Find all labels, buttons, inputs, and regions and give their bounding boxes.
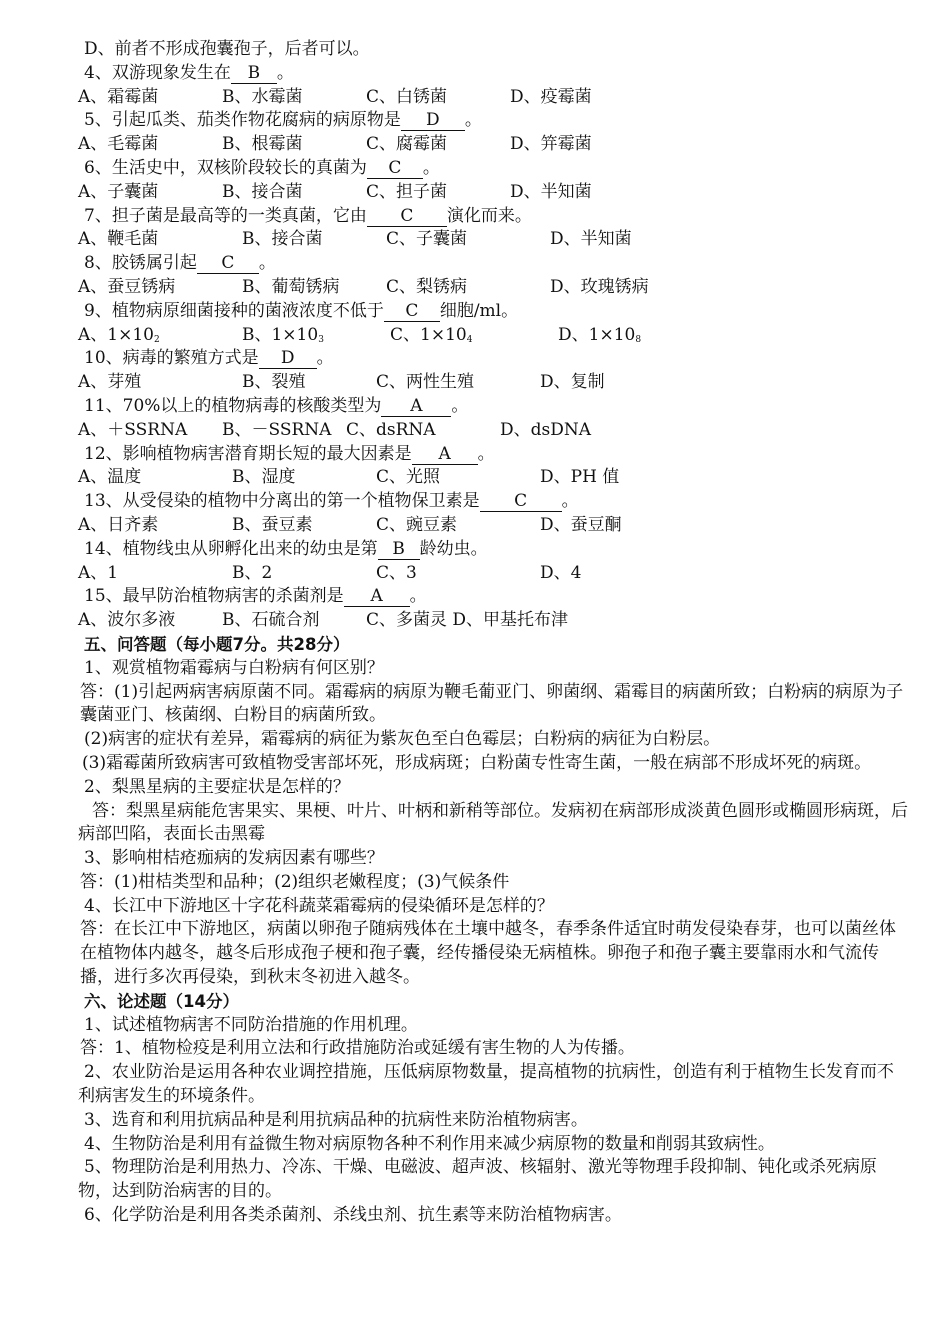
section-5-answer-4: 答：在长江中下游地区，病菌以卵孢子随病残体在土壤中越冬，春季条件适宜时萌发侵染春芽，也可以菌丝体在植物体内越冬，越冬后形成孢子梗和孢子囊，经传播侵染无病植株。卵孢子和孢子囊主要靠雨水和气流传播，进行多次再侵染，到秋末冬初进入越冬。 — [80, 919, 896, 988]
option-a — [78, 466, 232, 490]
option-exponent: 8 — [635, 334, 642, 345]
option-text: D、笄霉菌 — [510, 134, 592, 155]
section-5-answer-3: 答：(1)柑桔类型和品种；(2)组织老嫩程度；(3)气候条件 — [80, 871, 510, 892]
option-a — [78, 133, 222, 157]
section-5-answer-1-part-1: 答：(1)引起两病害病原菌不同。霜霉病的病原为鞭毛葡亚门、卵菌纲、霜霉目的病菌所致；白粉病的病原为子囊菌亚门、核菌纲、白粉目的病菌所致。 — [80, 681, 904, 726]
question-suffix: 细胞/ml。 — [439, 300, 519, 321]
section-6-answer-2: 2、农业防治是运用各种农业调控措施，压低病原物数量，提高植物的抗病性，创造有利于植物生长发育而不利病害发生的环境条件。 — [78, 1062, 894, 1107]
question-text: 13、从受侵染的植物中分离出的第一个植物保卫素是 — [84, 491, 480, 512]
answer-blank: C — [367, 159, 423, 179]
section-6-heading: 六、论述题（14分） — [84, 991, 239, 1011]
option-d — [550, 228, 694, 252]
option-b — [222, 133, 366, 157]
question-text: 14、植物线虫从卵孵化出来的幼虫是第 — [84, 538, 378, 559]
option-text: C、子囊菌 — [386, 229, 468, 250]
option-c — [366, 181, 510, 205]
option-text: C、dsRNA — [346, 419, 436, 440]
answer-blank: D — [401, 111, 465, 131]
option-text: A、日齐素 — [78, 514, 159, 535]
option-a — [78, 419, 222, 443]
option-a — [78, 276, 242, 300]
option-a — [78, 228, 242, 252]
option-text: B、裂殖 — [242, 372, 306, 393]
section-5-question-2: 2、梨黑星病的主要症状是怎样的？ — [84, 776, 350, 797]
option-c — [376, 562, 540, 586]
mcq-question-9 — [78, 300, 908, 324]
question-text: 15、最早防治植物病害的杀菌剂是 — [84, 586, 344, 607]
mcq-options-14 — [78, 562, 908, 586]
question-suffix: 。 — [316, 348, 334, 369]
document-content — [78, 38, 908, 1228]
question-suffix: 。 — [422, 157, 440, 178]
section-5-answer-1-part-2: (2)病害的症状有差异，霜霉病的病征为紫灰色至白色霉层；白粉病的病征为白粉层。 — [84, 729, 721, 750]
option-d — [510, 181, 654, 205]
option-text: D、4 — [540, 562, 582, 583]
mcq-options-13 — [78, 514, 908, 538]
answer-blank: D — [259, 349, 317, 369]
question-suffix: 龄幼虫。 — [419, 538, 488, 559]
option-b — [242, 371, 376, 395]
option-text: B、－SSRNA — [222, 419, 332, 440]
section-5-question-3: 3、影响柑桔疮痂病的发病因素有哪些？ — [84, 848, 384, 869]
question-text: 9、植物病原细菌接种的菌液浓度不低于 — [84, 300, 384, 321]
option-c — [366, 86, 510, 110]
option-b — [242, 228, 386, 252]
answer-blank: A — [412, 445, 478, 465]
section-5-heading: 五、问答题（每小题7分。共28分） — [84, 634, 350, 654]
option-d — [540, 562, 684, 586]
option-text: B、葡萄锈病 — [242, 276, 340, 297]
question-suffix: 。 — [464, 110, 482, 131]
question-text: 5、引起瓜类、茄类作物花腐病的病原物是 — [84, 110, 401, 131]
option-a — [78, 514, 232, 538]
option-a — [78, 562, 232, 586]
mcq-options-5 — [78, 133, 908, 157]
option-text: D、蚕豆酮 — [540, 514, 622, 535]
answer-blank: C — [480, 492, 562, 512]
option-text: A、蚕豆锈病 — [78, 276, 176, 297]
answer-blank: A — [344, 587, 410, 607]
option-d — [540, 514, 684, 538]
mcq-options-11 — [78, 419, 908, 443]
section-5-answer-1-part-3: (3)霜霉菌所致病害可致植物受害部坏死，形成病斑；白粉菌专性寄生菌，一般在病部不形成坏死的病斑。 — [82, 752, 872, 773]
option-b — [222, 86, 366, 110]
option-c — [366, 609, 666, 633]
section-5-question-4: 4、长江中下游地区十字花科蔬菜霜霉病的侵染循环是怎样的？ — [84, 895, 554, 916]
option-text: A、子囊菌 — [78, 181, 159, 202]
option-text: B、根霉菌 — [222, 134, 303, 155]
option-text: B、石硫合剂 — [222, 610, 320, 631]
question-suffix: 演化而来。 — [446, 205, 532, 226]
option-d — [500, 419, 644, 443]
option-b — [222, 419, 346, 443]
mcq-options-12 — [78, 466, 908, 490]
section-6-question-1: 1、试述植物病害不同防治措施的作用机理。 — [84, 1014, 418, 1035]
mcq-options-4 — [78, 86, 908, 110]
question-text: 8、胶锈属引起 — [84, 253, 197, 274]
option-b — [222, 181, 366, 205]
option-text: D、疫霉菌 — [510, 86, 592, 107]
option-a — [78, 609, 222, 633]
option-text: C、光照 — [376, 467, 441, 488]
option-c — [346, 419, 500, 443]
option-text: C、两性生殖 — [376, 372, 475, 393]
option-c — [366, 133, 510, 157]
option-text: B、蚕豆素 — [232, 514, 313, 535]
mcq-question-12 — [78, 443, 908, 467]
option-c — [376, 371, 540, 395]
option-text: D、半知菌 — [550, 229, 632, 250]
option-b — [242, 276, 386, 300]
option-text: D、半知菌 — [510, 181, 592, 202]
option-d — [558, 324, 702, 348]
option-text: D、1×10 — [558, 324, 636, 345]
question-3-option-d: D、前者不形成孢囊孢子，后者可以。 — [84, 39, 370, 59]
mcq-question-11 — [78, 395, 908, 419]
question-text: 12、影响植物病害潜育期长短的最大因素是 — [84, 443, 412, 464]
option-text: C、1×10 — [390, 324, 467, 345]
question-suffix: 。 — [561, 491, 579, 512]
option-text: A、波尔多液 — [78, 610, 176, 631]
option-text: A、1×10 — [78, 324, 154, 345]
mcq-options-10 — [78, 371, 908, 395]
section-5-answer-2: 答：梨黑星病能危害果实、果梗、叶片、叶柄和新稍等部位。发病初在病部形成淡黄色圆形或椭圆形病斑，后病部凹陷，表面长击黑霉 — [78, 800, 908, 845]
option-text: C、担子菌 — [366, 181, 448, 202]
mcq-options-7 — [78, 228, 908, 252]
mcq-question-8 — [78, 252, 908, 276]
mcq-options-15 — [78, 609, 908, 633]
option-text: D、PH 值 — [540, 467, 620, 488]
mcq-question-7 — [78, 205, 908, 229]
option-a — [78, 371, 242, 395]
option-text: B、接合菌 — [222, 181, 303, 202]
question-text: 4、双游现象发生在 — [84, 62, 231, 83]
option-text: A、＋SSRNA — [78, 419, 188, 440]
option-text: C、白锈菌 — [366, 86, 448, 107]
option-c — [376, 466, 540, 490]
option-text: D、玫瑰锈病 — [550, 276, 649, 297]
option-text: B、水霉菌 — [222, 86, 303, 107]
option-text: A、霜霉菌 — [78, 86, 159, 107]
option-text: A、芽殖 — [78, 372, 142, 393]
option-a — [78, 181, 222, 205]
option-exponent: 2 — [153, 334, 160, 345]
question-suffix: 。 — [258, 253, 276, 274]
option-text: C、多菌灵 D、甲基托布津 — [366, 610, 569, 631]
question-text: 7、担子菌是最高等的一类真菌，它由 — [84, 205, 367, 226]
mcq-options-9 — [78, 324, 908, 348]
section-5-question-1: 1、观赏植物霜霉病与白粉病有何区别？ — [84, 657, 384, 678]
option-text: C、梨锈病 — [386, 276, 468, 297]
option-d — [540, 371, 684, 395]
option-c — [390, 324, 558, 348]
option-c — [386, 228, 550, 252]
mcq-question-5 — [78, 109, 908, 133]
option-text: A、毛霉菌 — [78, 134, 159, 155]
answer-blank: C — [367, 207, 447, 227]
option-text: C、腐霉菌 — [366, 134, 448, 155]
multiple-choice-questions — [78, 62, 908, 633]
option-text: B、1×10 — [242, 324, 319, 345]
question-suffix: 。 — [276, 62, 294, 83]
option-exponent: 4 — [466, 334, 473, 345]
section-6-answer-4: 4、生物防治是利用有益微生物对病原物各种不利作用来减少病原物的数量和削弱其致病性。 — [84, 1133, 775, 1154]
option-d — [550, 276, 694, 300]
mcq-question-14 — [78, 538, 908, 562]
mcq-question-15 — [78, 585, 908, 609]
option-c — [376, 514, 540, 538]
question-suffix: 。 — [451, 395, 469, 416]
option-text: D、复制 — [540, 372, 605, 393]
section-6-answer-5: 5、物理防治是利用热力、冷冻、干燥、电磁波、超声波、核辐射、激光等物理手段抑制、钝化或杀死病原物，达到防治病害的目的。 — [78, 1157, 877, 1202]
option-b — [232, 466, 376, 490]
section-6-answer-1: 答：1、植物检疫是利用立法和行政措施防治或延缓有害生物的人为传播。 — [80, 1038, 635, 1059]
option-c — [386, 276, 550, 300]
option-a — [78, 86, 222, 110]
option-text: B、湿度 — [232, 467, 296, 488]
option-text: C、3 — [376, 562, 417, 583]
question-text: 6、生活史中，双核阶段较长的真菌为 — [84, 157, 367, 178]
question-text: 10、病毒的繁殖方式是 — [84, 348, 259, 369]
option-b — [242, 324, 390, 348]
mcq-question-13 — [78, 490, 908, 514]
option-text: A、温度 — [78, 467, 142, 488]
answer-blank: C — [197, 254, 259, 274]
mcq-options-6 — [78, 181, 908, 205]
option-text: A、鞭毛菌 — [78, 229, 159, 250]
option-text: D、dsDNA — [500, 419, 592, 440]
option-b — [232, 562, 376, 586]
option-exponent: 3 — [318, 334, 324, 345]
answer-blank: B — [231, 64, 277, 84]
mcq-options-8 — [78, 276, 908, 300]
option-text: B、2 — [232, 562, 273, 583]
option-a — [78, 324, 242, 348]
option-d — [510, 133, 654, 157]
option-text: B、接合菌 — [242, 229, 323, 250]
option-d — [510, 86, 654, 110]
mcq-question-6 — [78, 157, 908, 181]
option-b — [232, 514, 376, 538]
section-6-answer-6: 6、化学防治是利用各类杀菌剂、杀线虫剂、抗生素等来防治植物病害。 — [84, 1205, 622, 1226]
mcq-question-4 — [78, 62, 908, 86]
question-suffix: 。 — [409, 586, 427, 607]
answer-blank: C — [384, 302, 440, 322]
option-d — [540, 466, 684, 490]
answer-blank: A — [381, 397, 451, 417]
answer-blank: B — [378, 540, 420, 560]
option-text: A、1 — [78, 562, 119, 583]
option-text: C、豌豆素 — [376, 514, 458, 535]
section-6-answer-3: 3、选育和利用抗病品种是利用抗病品种的抗病性来防治植物病害。 — [84, 1109, 588, 1130]
question-text: 11、70%以上的植物病毒的核酸类型为 — [84, 395, 382, 416]
question-suffix: 。 — [477, 443, 495, 464]
option-b — [222, 609, 366, 633]
mcq-question-10 — [78, 347, 908, 371]
